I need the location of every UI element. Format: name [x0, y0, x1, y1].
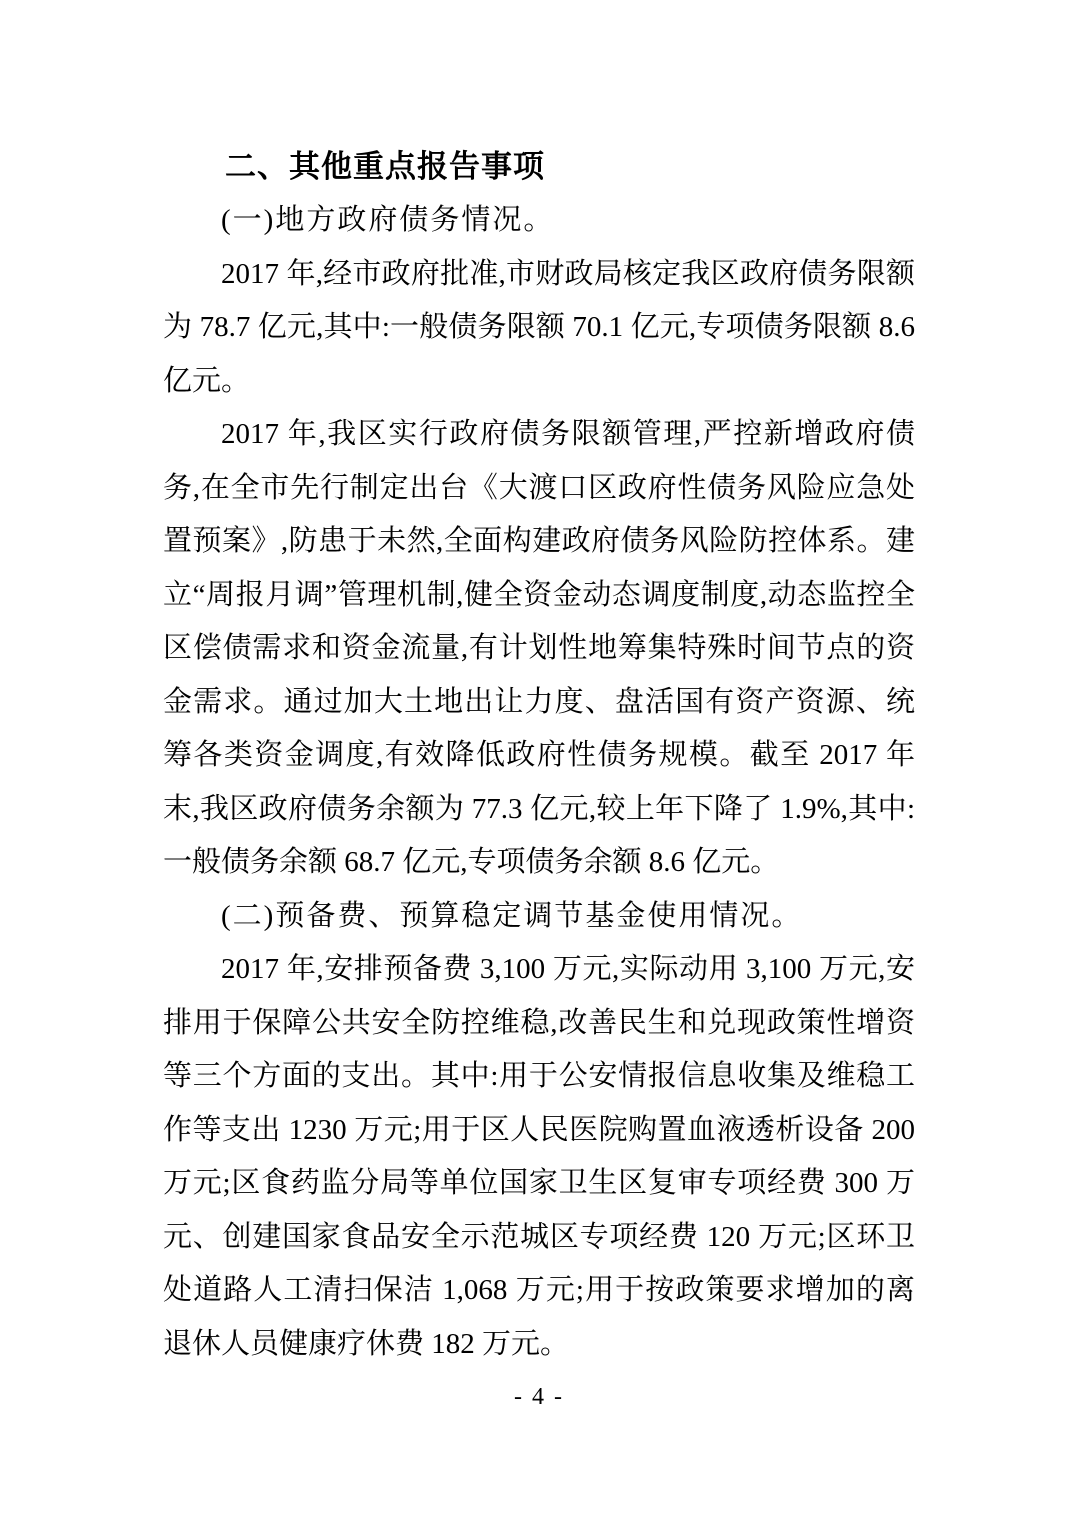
- paragraph-debt-limit: 2017 年,经市政府批准,市财政局核定我区政府债务限额为 78.7 亿元,其中:一般债务限额 70.1 亿元,专项债务限额 8.6 亿元。: [163, 257, 915, 397]
- paragraph-debt-management: 2017 年,我区实行政府债务限额管理,严控新增政府债务,在全市先行制定出台《大渡口区政府性债务风险应急处置预案》,防患于未然,全面构建政府债务风险防控体系。建立“周报月调”管理机制,健全资金动态调度制度,动态监控全区偿债需求和资金流量,有计划性地筹集特殊时间节点的资金需求。通过加大土地出让力度、盘活国有资产资源、统筹各类资金调度,有效降低政府性债务规模。截至 2017 年末,我区政府债务余额为 77.3 亿元,较上年下降了 1.9%,其中:一般债务余额 68.7 亿元,专项债务余额 8.6 亿元。: [163, 418, 915, 878]
- paragraph-reserve-fund-usage: 2017 年,安排预备费 3,100 万元,实际动用 3,100 万元,安排用于保障公共安全防控维稳,改善民生和兑现政策性增资等三个方面的支出。其中:用于公安情报信息收集及维稳工作等支出 1230 万元;用于区人民医院购置血液透析设备 200 万元;区食药监分局等单位国家卫生区复审专项经费 300 万元、创建国家食品安全示范城区专项经费 120 万元;区环卫处道路人工清扫保洁 1,068 万元;用于按政策要求增加的离退休人员健康疗休费 182 万元。: [163, 953, 915, 1360]
- subsection-heading-local-government-debt: (一)地方政府债务情况。: [221, 204, 555, 236]
- subsection-heading-reserve-funds: (二)预备费、预算稳定调节基金使用情况。: [221, 899, 803, 932]
- page-number: - 4 -: [514, 1384, 564, 1410]
- page-content: [163, 140, 915, 1371]
- section-heading: 二、其他重点报告事项: [225, 149, 545, 184]
